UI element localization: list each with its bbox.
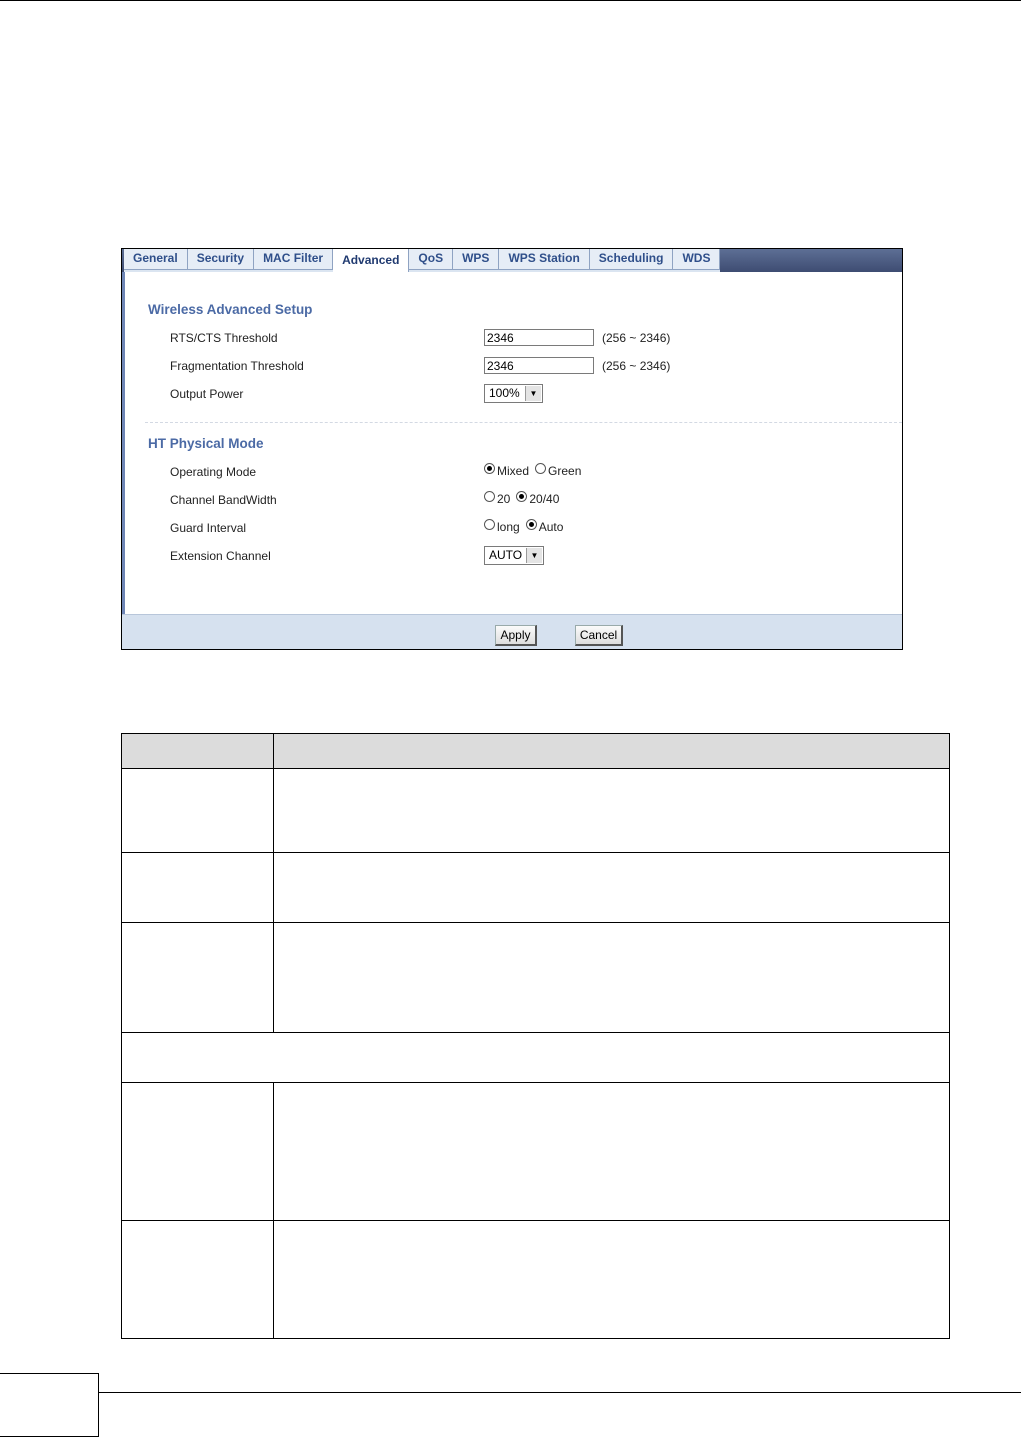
wireless-advanced-title: Wireless Advanced Setup <box>148 302 313 317</box>
tab-list <box>124 249 720 272</box>
extension-channel-value: AUTO <box>489 548 523 562</box>
rts-input[interactable] <box>484 329 594 346</box>
radio-auto-label: Auto <box>538 520 564 534</box>
table-row <box>122 1221 950 1339</box>
radio-mixed[interactable] <box>484 463 495 474</box>
extension-channel-select[interactable] <box>484 546 544 565</box>
tab-general[interactable]: General <box>124 249 188 270</box>
rts-range: (256 ~ 2346) <box>602 331 671 345</box>
table-cell <box>122 1221 274 1339</box>
radio-green[interactable] <box>535 463 546 474</box>
radio-auto[interactable] <box>526 519 537 530</box>
table-cell <box>122 769 274 853</box>
apply-button[interactable]: Apply <box>495 625 537 646</box>
tab-qos[interactable]: QoS <box>409 249 453 270</box>
operating-mode-radios <box>484 464 587 478</box>
table-cell <box>122 923 274 1033</box>
extension-channel-label: Extension Channel <box>170 549 271 563</box>
tab-wps-station[interactable]: WPS Station <box>499 249 589 270</box>
tab-bar <box>122 249 902 272</box>
radio-20[interactable] <box>484 491 495 502</box>
table-section-cell <box>122 1033 950 1083</box>
table-row <box>122 853 950 923</box>
tab-security[interactable]: Security <box>188 249 254 270</box>
button-bar <box>122 614 902 649</box>
table-cell <box>274 1221 950 1339</box>
channel-bandwidth-label: Channel BandWidth <box>170 493 277 507</box>
cancel-button[interactable]: Cancel <box>575 625 623 646</box>
table-header-cell <box>274 734 950 769</box>
radio-mixed-label: Mixed <box>497 464 530 478</box>
ht-physical-mode-title: HT Physical Mode <box>148 436 264 451</box>
wireless-advanced-screenshot <box>121 248 903 650</box>
settings-content <box>122 272 902 614</box>
radio-green-label: Green <box>548 464 582 478</box>
table-row <box>122 923 950 1033</box>
fragmentation-label: Fragmentation Threshold <box>170 359 304 373</box>
table-row <box>122 1083 950 1221</box>
guard-interval-label: Guard Interval <box>170 521 247 535</box>
page-bottom-rule <box>99 1392 1021 1393</box>
table-row <box>122 769 950 853</box>
channel-bandwidth-radios <box>484 492 565 506</box>
section-divider <box>145 422 902 423</box>
table-header-row <box>122 734 950 769</box>
fragmentation-range: (256 ~ 2346) <box>602 359 671 373</box>
table-cell <box>122 1083 274 1221</box>
output-power-label: Output Power <box>170 387 244 401</box>
chevron-down-icon[interactable]: ▼ <box>526 548 542 563</box>
table-header-cell <box>122 734 274 769</box>
table-cell <box>274 1083 950 1221</box>
tab-advanced[interactable]: Advanced <box>333 249 409 272</box>
page-number-box <box>0 1373 99 1437</box>
guard-interval-radios <box>484 520 569 534</box>
operating-mode-label: Operating Mode <box>170 465 257 479</box>
tab-mac-filter[interactable]: MAC Filter <box>254 249 333 270</box>
table-cell <box>122 853 274 923</box>
fragmentation-input[interactable] <box>484 357 594 374</box>
output-power-value: 100% <box>489 386 520 400</box>
radio-long[interactable] <box>484 519 495 530</box>
page-top-rule <box>0 0 1021 1</box>
radio-20-40-label: 20/40 <box>529 492 560 506</box>
radio-20-40[interactable] <box>516 491 527 502</box>
rts-label: RTS/CTS Threshold <box>170 331 278 345</box>
table-section-row <box>122 1033 950 1083</box>
radio-20-label: 20 <box>497 492 511 506</box>
table-cell <box>274 769 950 853</box>
output-power-select[interactable] <box>484 384 543 403</box>
tab-wps[interactable]: WPS <box>453 249 499 270</box>
table-cell <box>274 923 950 1033</box>
field-description-table <box>121 733 950 1339</box>
table-cell <box>274 853 950 923</box>
tab-scheduling[interactable]: Scheduling <box>590 249 674 270</box>
radio-long-label: long <box>497 520 520 534</box>
tab-wds[interactable]: WDS <box>673 249 720 270</box>
chevron-down-icon[interactable]: ▼ <box>525 386 541 401</box>
